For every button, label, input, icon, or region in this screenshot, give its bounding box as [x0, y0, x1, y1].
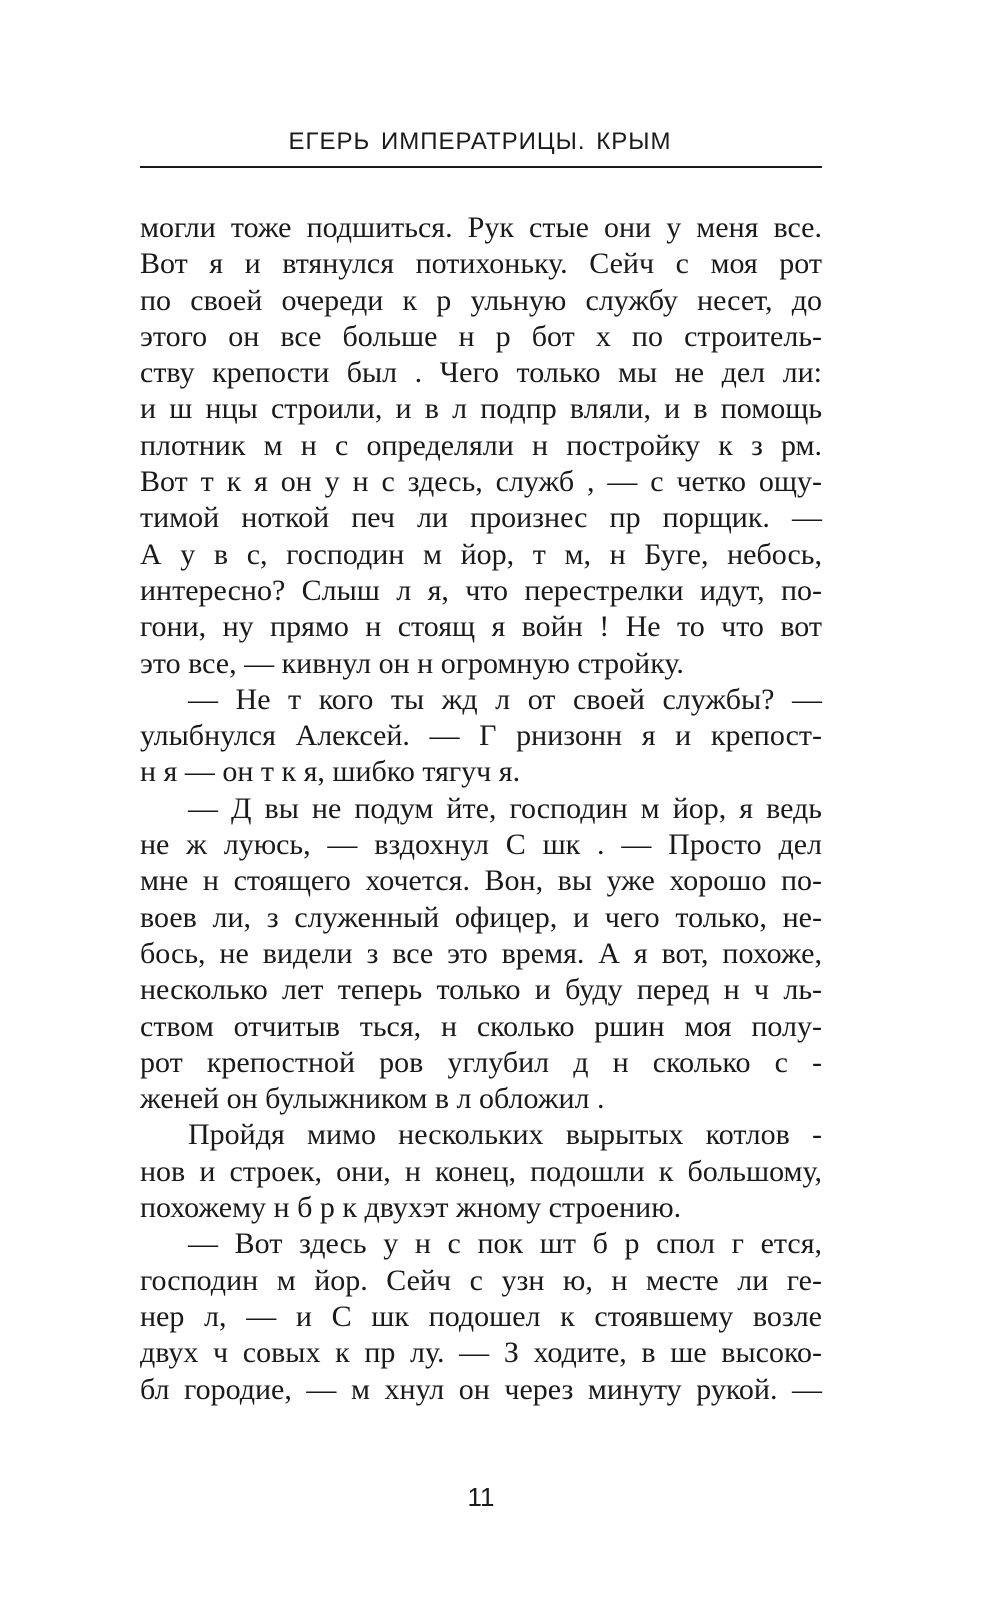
text-line: — Вот здесь у н с пок шт б р спол г ется,: [188, 1227, 822, 1261]
text-line: улыбнулся Алексей. — Г рнизонн я и крепост-: [140, 719, 822, 753]
text-line: не ж луюсь, — вздохнул С шк . — Просто дел: [140, 828, 822, 862]
text-line: тимой ноткой печ ли произнес пр порщик. —: [140, 501, 822, 535]
text-line: воев ли, з служенный офицер, и чего только, не-: [140, 900, 822, 934]
text-line: — Д вы не подум йте, господин м йор, я ведь: [188, 791, 822, 825]
text-line: по своей очереди к р ульную службу несет, до: [140, 283, 822, 317]
text-line: рот крепостной ров углубил д н сколько с -: [140, 1045, 822, 1079]
page-number: 11: [467, 1482, 495, 1512]
text-line: Вот я и втянулся потихоньку. Сейч с моя рот: [140, 247, 822, 281]
header-rule: [140, 166, 822, 168]
text-line: гони, ну прямо н стоящ я войн ! Не то что вот: [140, 610, 822, 644]
text-line: плотник м н с определяли н постройку к з рм.: [140, 428, 822, 462]
text-line: женей он булыжником в л обложил .: [140, 1082, 605, 1116]
text-line: — Не т кого ты жд л от своей службы? —: [188, 682, 822, 716]
text-line: ству крепости был . Чего только мы не дел ли:: [140, 356, 822, 390]
text-line: нер л, — и С шк подошел к стоявшему возле: [140, 1299, 822, 1333]
text-line: мне н стоящего хочется. Вон, вы уже хорошо по-: [140, 864, 822, 898]
text-line: бл городие, — м хнул он через минуту рукой. —: [140, 1372, 822, 1406]
text-line: двух ч совых к пр лу. — З ходите, в ше высоко-: [140, 1336, 822, 1370]
text-line: А у в с, господин м йор, т м, н Буге, небось,: [140, 537, 822, 571]
body-text: [140, 210, 822, 1408]
text-line: могли тоже подшиться. Рук стые они у меня все.: [140, 211, 822, 244]
text-line: нов и строек, они, н конец, подошли к большому,: [140, 1154, 822, 1188]
text-line: и ш нцы строили, и в л подпр вляли, и в помощь: [140, 392, 822, 426]
text-line: этого он все больше н р бот х по строитель-: [140, 319, 822, 353]
text-line: интересно? Слыш л я, что перестрелки идут, по-: [140, 573, 822, 607]
text-line: бось, не видели з все это время. А я вот, похоже,: [140, 936, 822, 970]
text-line: господин м йор. Сейч с узн ю, н месте ли ге-: [140, 1263, 822, 1297]
text-line: это все, — кивнул он н огромную стройку.: [140, 646, 684, 680]
text-line: Пройдя мимо нескольких вырытых котлов -: [188, 1118, 822, 1152]
text-line: Вот т к я он у н с здесь, служб , — с четко ощу-: [140, 465, 822, 499]
text-line: н я — он т к я, шибко тягуч я.: [140, 755, 521, 789]
text-line: несколько лет теперь только и буду перед н ч ль-: [140, 973, 822, 1007]
running-head: ЕГЕРЬ ИМПЕРАТРИЦЫ. КРЫМ: [288, 128, 672, 155]
text-line: ством отчитыв ться, н сколько ршин моя полу-: [140, 1009, 822, 1043]
text-line: похожему н б р к двухэт жному строению.: [140, 1191, 682, 1225]
